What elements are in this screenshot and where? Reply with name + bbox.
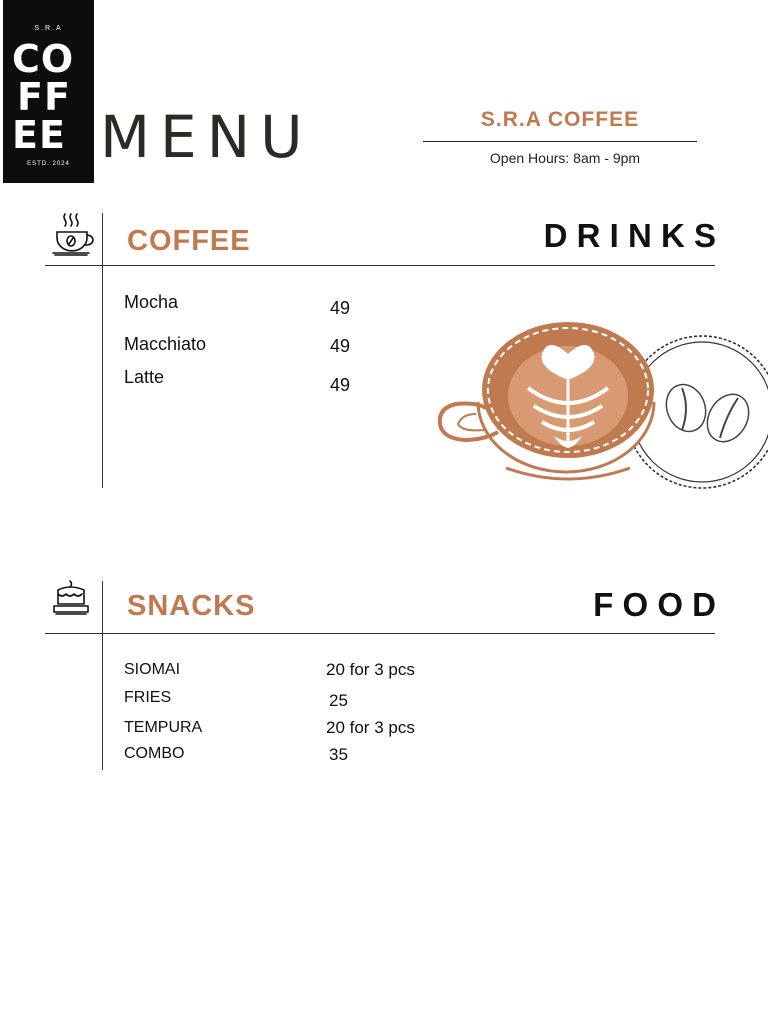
price-latte: 49 [330, 375, 351, 395]
logo-row-3: EE [12, 113, 66, 157]
logo-row-1: CO [12, 37, 75, 81]
coffee-cup-icon [50, 210, 98, 260]
drinks-category: D R I N K S [543, 217, 716, 254]
brand-divider [423, 141, 697, 142]
snacks-vertical-divider [102, 581, 103, 770]
logo-top-text: S.R.A [34, 25, 63, 32]
menu-item-mocha: Mocha [124, 292, 179, 312]
menu-item-combo: COMBO [124, 745, 185, 762]
snacks-heading: SNACKS [127, 590, 256, 622]
brand-logo [3, 0, 94, 183]
menu-item-fries: FRIES [124, 689, 172, 706]
price-macchiato: 49 [330, 336, 351, 356]
coffee-heading: COFFEE [127, 225, 251, 257]
price-mocha: 49 [330, 298, 351, 318]
cake-icon [50, 578, 92, 620]
open-hours: Open Hours: 8am - 9pm [489, 150, 641, 166]
coffee-beans-illustration [660, 379, 757, 449]
menu-item-macchiato: Macchiato [124, 334, 207, 354]
price-tempura: 20 for 3 pcs [326, 718, 415, 737]
logo-row-2: FF [17, 75, 71, 119]
page-title: MENU [100, 103, 313, 171]
latte-art-illustration [436, 318, 768, 496]
coffee-divider [45, 265, 715, 266]
menu-item-siomai: SIOMAI [124, 661, 181, 678]
food-category: F O O D [593, 586, 716, 623]
logo-estd-text: ESTD. 2024 [27, 161, 70, 167]
menu-item-latte: Latte [124, 367, 165, 387]
coffee-vertical-divider [102, 213, 103, 488]
menu-item-tempura: TEMPURA [124, 719, 203, 736]
price-siomai: 20 for 3 pcs [326, 660, 415, 679]
price-combo: 35 [329, 745, 348, 764]
brand-name: S.R.A COFFEE [480, 108, 640, 131]
snacks-divider [45, 633, 715, 634]
price-fries: 25 [329, 691, 348, 710]
